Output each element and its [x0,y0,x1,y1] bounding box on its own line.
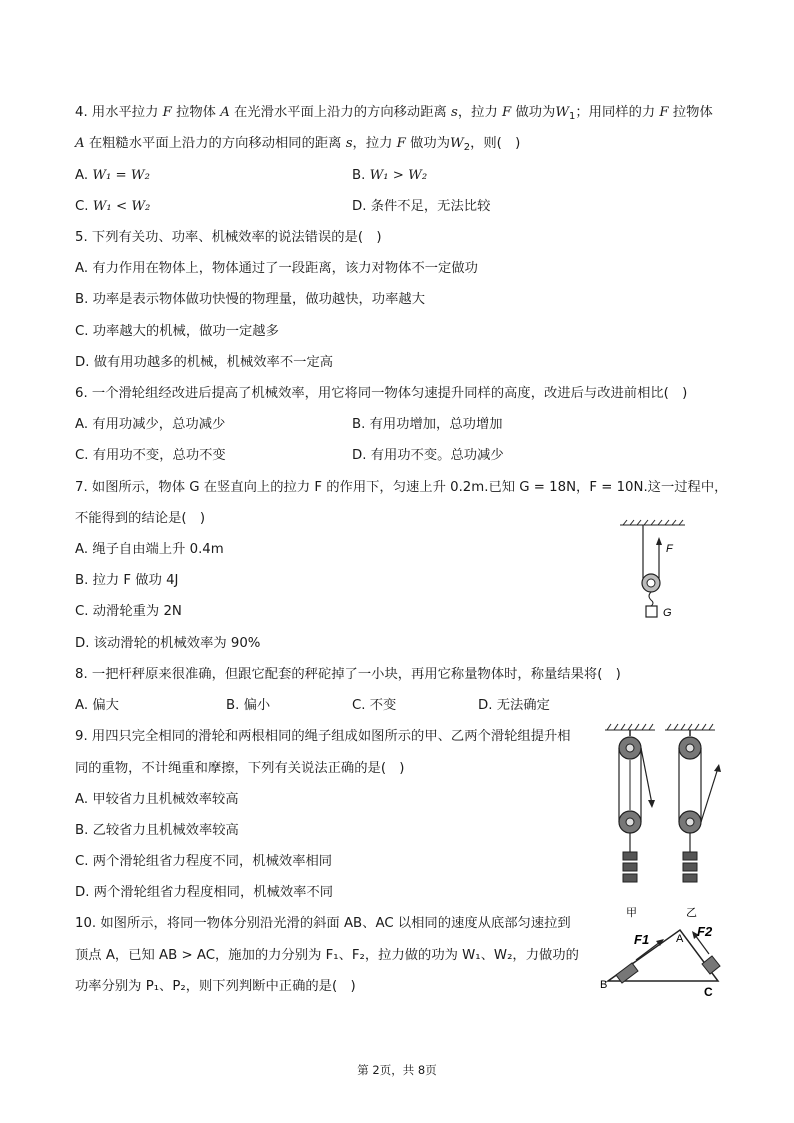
q7-option-d[interactable]: D. 该动滑轮的机械效率为 90% [75,636,261,651]
q7-option-c[interactable]: C. 动滑轮重为 2N [75,604,182,619]
pulley-group-yi [679,730,721,882]
q9-option-c[interactable]: C. 两个滑轮组省力程度不同，机械效率相同 [75,854,333,869]
q7-option-b[interactable]: B. 拉力 F 做功 4J [75,573,179,588]
q5-stem: 5. 下列有关功、功率、机械效率的说法错误的是( ) [75,230,382,245]
q8-option-c[interactable]: C. 不变 [352,698,397,713]
weight-g [646,606,657,617]
q10-stem-line3: 功率分别为 P₁、P₂，则下列判断中正确的是( ) [75,979,356,994]
q6-option-d[interactable]: D. 有用功不变。总功减少 [352,448,504,463]
label-jia: 甲 [626,907,637,919]
arrow-up-icon [656,537,662,545]
q7-pulley-figure [615,515,695,625]
q6-option-b[interactable]: B. 有用功增加，总功增加 [352,417,503,432]
q9-stem-line2: 同的重物，不计绳重和摩擦，下列有关说法正确的是( ) [75,761,405,776]
hook [649,592,653,606]
ceiling-left [605,724,655,730]
label-f2: F2 [697,924,713,939]
ceiling-hatch [620,520,685,525]
q4-stem-line1: 4. 用水平拉力 F 拉物体 A 在光滑水平面上沿力的方向移动距离 s，拉力 F 做功为$W_1$；用同样的力 F 拉物体 [75,105,713,122]
q4-option-b[interactable]: B. W₁ > W₂ [352,168,428,183]
q9-stem-line1: 9. 用四只完全相同的滑轮和两根相同的绳子组成如图所示的甲、乙两个滑轮组提升相 [75,729,571,744]
label-g: G [663,607,672,619]
pulley-axle [647,579,655,587]
q5-option-a[interactable]: A. 有力作用在物体上，物体通过了一段距离，该力对物体不一定做功 [75,261,478,276]
q9-option-a[interactable]: A. 甲较省力且机械效率较高 [75,792,239,807]
q6-stem: 6. 一个滑轮组经改进后提高了机械效率，用它将同一物体匀速提升同样的高度，改进后与改进前相比( ) [75,386,688,401]
q9-pulley-figure [600,720,730,920]
q4-option-a[interactable]: A. W₁ = W₂ [75,168,150,183]
q4-option-c[interactable]: C. W₁ < W₂ [75,199,151,214]
q8-option-a[interactable]: A. 偏大 [75,698,119,713]
q10-stem-line2: 顶点 A，已知 AB > AC，施加的力分别为 F₁、F₂，拉力做的功为 W₁、W₂，力做功的 [75,948,579,963]
q5-option-b[interactable]: B. 功率是表示物体做功快慢的物理量，做功越快，功率越大 [75,292,425,307]
q4-stem-line2: A 在粗糙水平面上沿力的方向移动相同的距离 s，拉力 F 做功为$W_2$，则( ) [75,136,521,153]
label-f: F [666,543,673,555]
q6-option-a[interactable]: A. 有用功减少，总功减少 [75,417,226,432]
q4-option-d[interactable]: D. 条件不足，无法比较 [352,199,491,214]
q10-stem-line1: 10. 如图所示，将同一物体分别沿光滑的斜面 AB、AC 以相同的速度从底部匀速拉到 [75,916,571,931]
q8-option-b[interactable]: B. 偏小 [226,698,271,713]
q6-option-c[interactable]: C. 有用功不变，总功不变 [75,448,226,463]
q9-option-b[interactable]: B. 乙较省力且机械效率较高 [75,823,239,838]
label-a: A [676,933,684,945]
label-c: C [704,985,713,999]
q5-option-d[interactable]: D. 做有用功越多的机械，机械效率不一定高 [75,355,334,370]
label-b: B [600,979,608,991]
q7-option-a[interactable]: A. 绳子自由端上升 0.4m [75,542,224,557]
q10-incline-figure [598,918,738,1002]
q5-option-c[interactable]: C. 功率越大的机械，做功一定越多 [75,324,279,339]
ceiling-right [665,724,715,730]
q9-option-d[interactable]: D. 两个滑轮组省力程度相同，机械效率不同 [75,885,334,900]
page-footer: 第 2页，共 8页 [357,1063,437,1077]
q8-option-d[interactable]: D. 无法确定 [478,698,550,713]
label-f1: F1 [634,932,650,947]
q7-stem-line1: 7. 如图所示，物体 G 在竖直向上的拉力 F 的作用下，匀速上升 0.2m.已知 G = 18N，F = 10N.这一过程中， [75,480,728,495]
q7-stem-line2: 不能得到的结论是( ) [75,511,206,526]
label-yi: 乙 [686,907,697,919]
q8-stem: 8. 一把杆秤原来很准确，但跟它配套的秤砣掉了一小块，再用它称量物体时，称量结果将( ) [75,667,621,682]
pulley-group-jia [619,730,655,882]
